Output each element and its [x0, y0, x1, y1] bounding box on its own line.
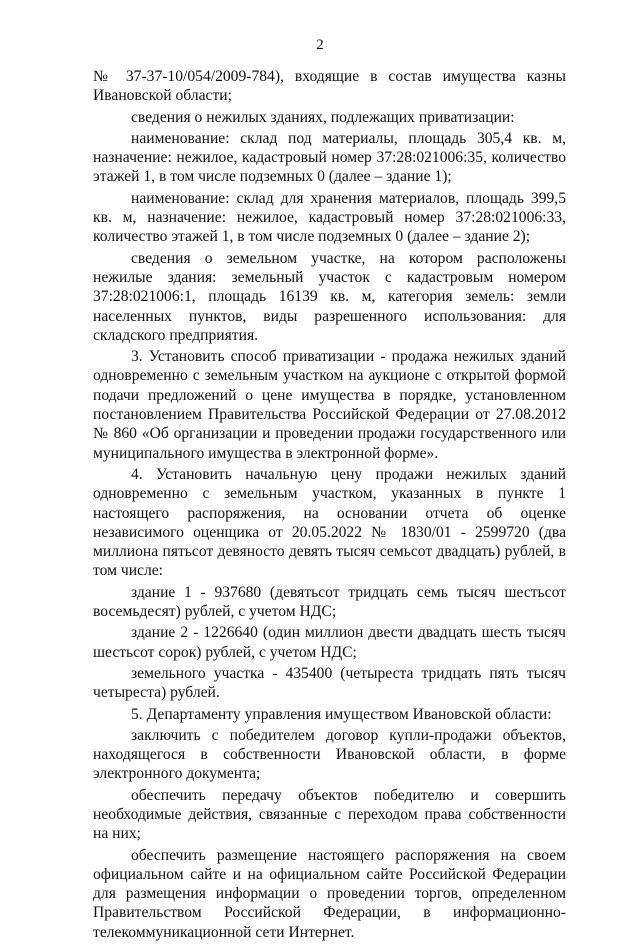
paragraph-item-4: 4. Установить начальную цену продажи нежилых зданий одновременно с земельным участком, указанных в пункте 1 настоящего распоряжения, на основании отчета об оценке независимого оценщика от 20.05.2022 № 1830/01 - 2599720 (два миллиона пятьсот девяносто девять тысяч семьсот двадцать) рублей, в том числе: [93, 465, 566, 580]
paragraph-transfer: обеспечить передачу объектов победителю и совершить необходимые действия, связанные с переходом права собственности на них; [93, 786, 566, 843]
paragraph-price-land: земельного участка - 435400 (четыреста тридцать пять тысяч четыреста) рублей. [93, 664, 566, 702]
paragraph-buildings-intro: сведения о нежилых зданиях, подлежащих приватизации: [131, 108, 515, 126]
paragraph-publication: обеспечить размещение настоящего распоряжения на своем официальном сайте и на официальном сайте Российской Федерации для размещения информации о проведении торгов, определенном Правительством Российской Федерации, в информационно-телекоммуникационной сети Интернет. [93, 846, 566, 941]
page-number: 2 [316, 37, 324, 53]
paragraph-price-building-2: здание 2 - 1226640 (один миллион двести двадцать шесть тысяч шестьсот сорок) рублей, с учетом НДС; [93, 624, 566, 661]
paragraph-building-1: наименование: склад под материалы, площадь 305,4 кв. м, назначение: нежилое, кадастровый номер 37:28:021006:35, количество этажей 1, в том числе подземных 0 (далее – здание 1); [93, 129, 566, 186]
paragraph-price-building-1: здание 1 - 937680 (девятьсот тридцать семь тысяч шестьсот восемьдесят) рублей, с учетом НДС; [93, 583, 566, 621]
paragraph-continuation: № 37-37-10/054/2009-784), входящие в состав имущества казны Ивановской области; [93, 68, 566, 105]
paragraph-item-3: 3. Установить способ приватизации - продажа нежилых зданий одновременно с земельным участком на аукционе с открытой формой подачи предложений о цене имущества в порядке, установленном постановлением Правительства Российской Федерации от 27.08.2012 № 860 «Об организации и проведении продажи государственного или муниципального имущества в электронной форме». [93, 348, 566, 462]
paragraph-building-2: наименование: склад для хранения материалов, площадь 399,5 кв. м, назначение: нежилое, кадастровый номер 37:28:021006:33, количество этажей 1, в том числе подземных 0 (далее – здание 2); [93, 189, 566, 246]
paragraph-item-5: 5. Департаменту управления имуществом Ивановской области: [131, 705, 552, 723]
paragraph-contract: заключить с победителем договор купли-продажи объектов, находящегося в собственности Ивановской области, в форме электронного документа; [93, 726, 566, 783]
paragraph-land-plot: сведения о земельном участке, на котором расположены нежилые здания: земельный участок с кадастровым номером 37:28:021006:1, площадь 16139 кв. м, категория земель: земли населенных пунктов, виды разрешенного использования: для складского предприятия. [93, 249, 566, 344]
document-body [93, 67, 566, 944]
